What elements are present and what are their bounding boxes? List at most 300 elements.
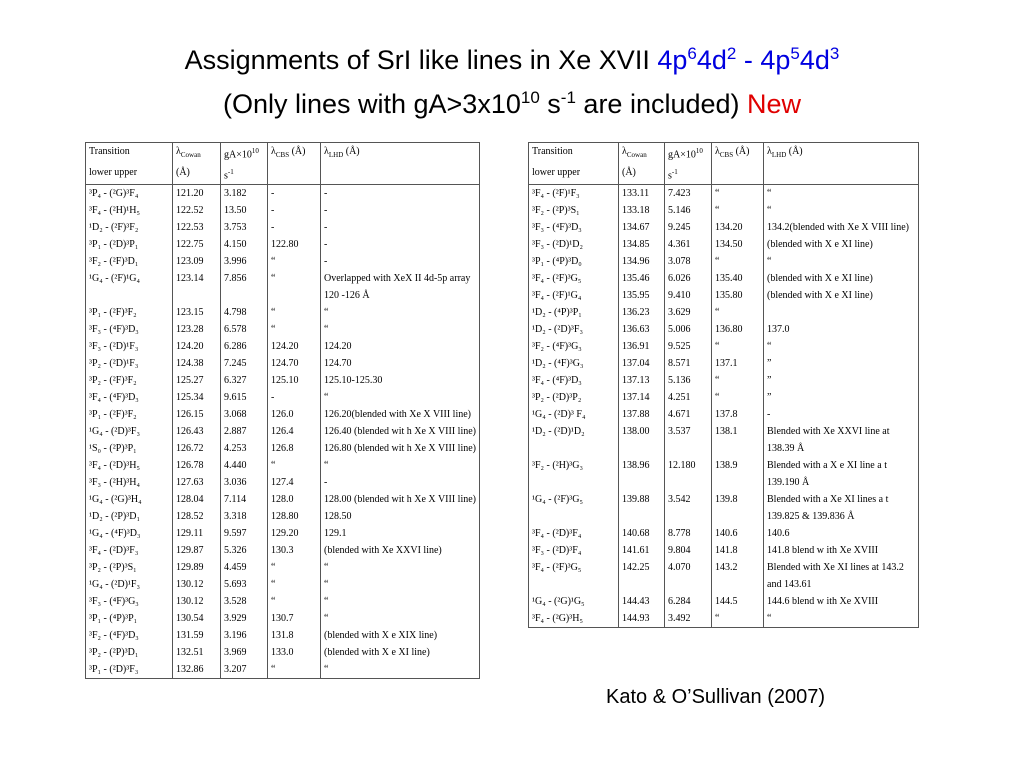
cell-transition: ³F₄ - (²H)¹H₅ — [86, 202, 173, 219]
cell-transition: ³P₂ - (²F)³F₂ — [86, 372, 173, 389]
table-row — [86, 423, 480, 440]
cell-lambda-lhd: ” — [764, 389, 919, 406]
table-header-row — [86, 164, 480, 185]
cell-lambda-cbs: - — [268, 185, 321, 203]
cell-ga: 6.026 — [665, 270, 712, 287]
header-transition: Transition — [529, 143, 619, 165]
table-row — [529, 253, 919, 270]
cell-transition: ³F₄ - (²D)³F₄ — [529, 525, 619, 542]
cell-transition: ¹G₄ - (⁴F)³D₃ — [86, 525, 173, 542]
table-row — [529, 355, 919, 372]
cell-transition: ³P₁ - (²D)³P₁ — [86, 236, 173, 253]
cell-ga: 13.50 — [221, 202, 268, 219]
cell-transition: ¹D₂ - (⁴F)³G₃ — [529, 355, 619, 372]
cell-ga: 4.798 — [221, 304, 268, 321]
cell-lambda-lhd: “ — [764, 185, 919, 203]
table-row — [529, 304, 919, 321]
table-row — [86, 389, 480, 406]
cell-lambda-cbs: “ — [712, 338, 764, 355]
cell-lambda-cowan: 125.34 — [173, 389, 221, 406]
cell-ga: 3.629 — [665, 304, 712, 321]
cell-lambda-cbs: 133.0 — [268, 644, 321, 661]
header-lambda-lhd: $\lambda_{LHD}$ (Å) — [321, 143, 480, 165]
table-row — [529, 270, 919, 287]
cell-lambda-cbs: 126.8 — [268, 440, 321, 457]
cell-transition: ³F₃ - (⁴F)³G₃ — [86, 593, 173, 610]
cell-ga: 3.068 — [221, 406, 268, 423]
cell-lambda-cowan: 137.13 — [619, 372, 665, 389]
cell-lambda-lhd: “ — [764, 610, 919, 628]
cell-lambda-cbs: 130.7 — [268, 610, 321, 627]
cell-lambda-lhd: Overlapped with XeX II 4d-5p array 120 -126 Å — [321, 270, 480, 304]
cell-lambda-cowan: 131.59 — [173, 627, 221, 644]
table-row — [529, 389, 919, 406]
cell-lambda-cbs: 125.10 — [268, 372, 321, 389]
cell-ga: 3.182 — [221, 185, 268, 203]
table-row — [86, 253, 480, 270]
cell-transition: ¹G₄ - (²G)³H₄ — [86, 491, 173, 508]
cell-ga: 3.929 — [221, 610, 268, 627]
cell-transition: ³P₂ - (²D)¹F₃ — [86, 355, 173, 372]
cell-transition: ³F₄ - (²F)¹F₃ — [529, 185, 619, 203]
cell-lambda-lhd: “ — [321, 593, 480, 610]
table-row — [529, 287, 919, 304]
table-row — [86, 542, 480, 559]
cell-lambda-cowan: 123.09 — [173, 253, 221, 270]
cell-lambda-cowan: 140.68 — [619, 525, 665, 542]
cell-lambda-cowan: 123.15 — [173, 304, 221, 321]
cell-lambda-cbs: “ — [712, 389, 764, 406]
cell-ga: 4.070 — [665, 559, 712, 593]
table-row — [529, 372, 919, 389]
cell-lambda-cbs: “ — [268, 304, 321, 321]
cell-lambda-cbs: 141.8 — [712, 542, 764, 559]
cell-lambda-cowan: 138.00 — [619, 423, 665, 457]
cell-lambda-cbs: “ — [712, 304, 764, 321]
cell-ga: 6.327 — [221, 372, 268, 389]
header-lambda-cbs: $\lambda_{CBS}$ (Å) — [268, 143, 321, 165]
cell-lambda-cbs: 134.50 — [712, 236, 764, 253]
cell-lambda-cowan: 133.11 — [619, 185, 665, 203]
cell-lambda-lhd: 125.10-125.30 — [321, 372, 480, 389]
cell-lambda-lhd: 124.70 — [321, 355, 480, 372]
cell-ga: 4.253 — [221, 440, 268, 457]
cell-ga: 6.284 — [665, 593, 712, 610]
cell-lambda-cowan: 136.63 — [619, 321, 665, 338]
header-empty — [764, 164, 919, 185]
header-empty — [321, 164, 480, 185]
cell-ga: 5.006 — [665, 321, 712, 338]
table-row — [529, 423, 919, 457]
cell-lambda-lhd: 134.2(blended with Xe X VIII line) — [764, 219, 919, 236]
cell-ga: 3.196 — [221, 627, 268, 644]
cell-lambda-lhd: 124.20 — [321, 338, 480, 355]
cell-lambda-cowan: 134.67 — [619, 219, 665, 236]
cell-lambda-cowan: 126.72 — [173, 440, 221, 457]
cell-lambda-cbs: 128.80 — [268, 508, 321, 525]
cell-lambda-cowan: 134.85 — [619, 236, 665, 253]
cell-transition: ¹D₂ - (⁴P)³P₁ — [529, 304, 619, 321]
cell-transition: ³F₂ - (²H)³G₃ — [529, 457, 619, 491]
table-header-row — [529, 143, 919, 165]
header-ga-unit: $s^{-1}$ — [665, 164, 712, 185]
cell-ga: 7.423 — [665, 185, 712, 203]
cell-ga: 4.440 — [221, 457, 268, 474]
cell-lambda-cowan: 124.20 — [173, 338, 221, 355]
cell-lambda-cowan: 128.52 — [173, 508, 221, 525]
cell-ga: 9.245 — [665, 219, 712, 236]
cell-lambda-lhd: ” — [764, 372, 919, 389]
table-row — [86, 236, 480, 253]
cell-transition: ³P₁ - (⁴P)³P₁ — [86, 610, 173, 627]
cell-lambda-cowan: 132.51 — [173, 644, 221, 661]
cell-lambda-lhd: (blended with X e XI line) — [764, 236, 919, 253]
table-row — [529, 610, 919, 628]
header-lambda-cowan: $\lambda_{Cowan}$ — [619, 143, 665, 165]
cell-ga: 7.856 — [221, 270, 268, 304]
header-ga: $gA\times 10^{10}$ — [221, 143, 268, 165]
cell-lambda-lhd: 126.20(blended with Xe X VIII line) — [321, 406, 480, 423]
cell-lambda-cbs: “ — [268, 593, 321, 610]
cell-transition: ³F₂ - (⁴F)³D₃ — [86, 627, 173, 644]
cell-lambda-lhd: - — [321, 202, 480, 219]
cell-ga: 2.887 — [221, 423, 268, 440]
cell-transition: ³P₄ - (²G)³F₄ — [86, 185, 173, 203]
cell-lambda-cbs: 135.40 — [712, 270, 764, 287]
cell-lambda-cowan: 128.04 — [173, 491, 221, 508]
cell-lambda-cowan: 129.11 — [173, 525, 221, 542]
cell-lambda-cbs: 124.20 — [268, 338, 321, 355]
table-row — [529, 406, 919, 423]
cell-ga: 3.492 — [665, 610, 712, 628]
table-row — [529, 236, 919, 253]
header-empty — [268, 164, 321, 185]
cell-lambda-cowan: 144.43 — [619, 593, 665, 610]
cell-transition: ³F₄ - (²F)³G₅ — [529, 270, 619, 287]
cell-lambda-cowan: 137.88 — [619, 406, 665, 423]
slide-title-line1 — [0, 44, 1024, 76]
cell-transition: ³F₃ - (²D)¹D₂ — [529, 236, 619, 253]
table-row — [86, 270, 480, 304]
assignments-table-right — [528, 142, 919, 628]
header-unit: (Å) — [619, 164, 665, 185]
cell-lambda-cbs: 140.6 — [712, 525, 764, 542]
cell-ga: 6.286 — [221, 338, 268, 355]
cell-lambda-cbs: 130.3 — [268, 542, 321, 559]
cell-transition: ³F₄ - (⁴F)³D₃ — [529, 372, 619, 389]
table-row — [86, 304, 480, 321]
cell-lambda-cowan: 127.63 — [173, 474, 221, 491]
cell-transition: ³F₄ - (²D)³H₅ — [86, 457, 173, 474]
cell-lambda-cbs: 137.1 — [712, 355, 764, 372]
cell-ga: 3.537 — [665, 423, 712, 457]
cell-lambda-cbs: 126.0 — [268, 406, 321, 423]
cell-ga: 3.969 — [221, 644, 268, 661]
table-row — [86, 202, 480, 219]
cell-lambda-cowan: 142.25 — [619, 559, 665, 593]
cell-lambda-cbs: 128.0 — [268, 491, 321, 508]
cell-lambda-lhd: (blended with X e XI line) — [764, 287, 919, 304]
table-row — [86, 610, 480, 627]
cell-ga: 4.251 — [665, 389, 712, 406]
cell-ga: 9.804 — [665, 542, 712, 559]
cell-transition: ³F₃ - (⁴F)³D₃ — [529, 219, 619, 236]
cell-lambda-cbs: “ — [268, 457, 321, 474]
cell-lambda-cowan: 130.12 — [173, 576, 221, 593]
cell-lambda-cowan: 122.53 — [173, 219, 221, 236]
citation: Kato & O’Sullivan (2007) — [606, 686, 826, 708]
cell-lambda-cowan: 144.93 — [619, 610, 665, 628]
table-row — [86, 372, 480, 389]
cell-lambda-cbs: “ — [268, 661, 321, 679]
cell-ga: 7.245 — [221, 355, 268, 372]
table-row — [529, 525, 919, 542]
cell-ga: 9.597 — [221, 525, 268, 542]
cell-lambda-lhd: - — [321, 219, 480, 236]
cell-lambda-cowan: 133.18 — [619, 202, 665, 219]
header-empty — [712, 164, 764, 185]
cell-transition: ³F₄ - (²D)³F₃ — [86, 542, 173, 559]
table-row — [529, 338, 919, 355]
cell-lambda-lhd: 129.1 — [321, 525, 480, 542]
cell-lambda-cowan: 125.27 — [173, 372, 221, 389]
cell-transition: ¹G₄ - (²F)¹G₄ — [86, 270, 173, 304]
cell-ga: 3.078 — [665, 253, 712, 270]
cell-ga: 3.528 — [221, 593, 268, 610]
cell-ga: 12.180 — [665, 457, 712, 491]
cell-lambda-cowan: 136.23 — [619, 304, 665, 321]
slide-title-line2: (Only lines with $gA>3x10^{10}$ $s^{-1}$ are included) New — [222, 88, 802, 119]
cell-lambda-cowan: 122.52 — [173, 202, 221, 219]
cell-transition: ³F₄ - (⁴F)³D₃ — [86, 389, 173, 406]
cell-ga: 5.146 — [665, 202, 712, 219]
cell-transition: ³P₁ - (²F)³F₂ — [86, 304, 173, 321]
header-lower-upper: lower upper — [86, 164, 173, 185]
cell-ga: 4.150 — [221, 236, 268, 253]
header-lambda-cbs: $\lambda_{CBS}$ (Å) — [712, 143, 764, 165]
cell-lambda-lhd: Blended with Xe XXVI line at 138.39 Å — [764, 423, 919, 457]
table-row — [529, 202, 919, 219]
cell-lambda-cbs: “ — [712, 202, 764, 219]
cell-lambda-lhd: (blended with X e XIX line) — [321, 627, 480, 644]
cell-lambda-lhd: Blended with Xe XI lines at 143.2 and 143.61 — [764, 559, 919, 593]
table-header-row — [529, 164, 919, 185]
cell-lambda-lhd: “ — [764, 253, 919, 270]
cell-lambda-lhd: Blended with a Xe XI lines a t 139.825 & 139.836 Å — [764, 491, 919, 525]
table-row — [529, 559, 919, 593]
cell-lambda-lhd: “ — [321, 304, 480, 321]
cell-lambda-lhd: 140.6 — [764, 525, 919, 542]
cell-lambda-cowan: 132.86 — [173, 661, 221, 679]
cell-lambda-cowan: 139.88 — [619, 491, 665, 525]
cell-transition: ³F₄ - (²G)³H₅ — [529, 610, 619, 628]
cell-transition: ¹D₂ - (²F)³F₂ — [86, 219, 173, 236]
cell-transition: ³F₂ - (⁴F)³G₃ — [529, 338, 619, 355]
cell-lambda-cbs: 138.1 — [712, 423, 764, 457]
cell-lambda-lhd: ” — [764, 355, 919, 372]
table-row — [86, 406, 480, 423]
cell-ga: 9.525 — [665, 338, 712, 355]
table-row — [86, 491, 480, 508]
cell-transition: ¹G₄ - (²G)¹G₅ — [529, 593, 619, 610]
cell-ga: 9.410 — [665, 287, 712, 304]
header-lambda-cowan: $\lambda_{Cowan}$ — [173, 143, 221, 165]
cell-ga: 5.693 — [221, 576, 268, 593]
cell-transition: ³P₁ - (⁴P)³D₀ — [529, 253, 619, 270]
configuration-label: $4p^64d^2 - 4p^54d^3$ — [657, 44, 840, 75]
cell-ga: 6.578 — [221, 321, 268, 338]
cell-ga: 4.671 — [665, 406, 712, 423]
cell-lambda-cowan: 126.43 — [173, 423, 221, 440]
cell-lambda-lhd: “ — [321, 661, 480, 679]
cell-transition: ³F₃ - (²D)³F₄ — [529, 542, 619, 559]
cell-lambda-cbs: “ — [268, 253, 321, 270]
cell-transition: ¹S₀ - (²P)³P₁ — [86, 440, 173, 457]
cell-lambda-cbs: 129.20 — [268, 525, 321, 542]
cell-lambda-lhd: Blended with a X e XI line a t 139.190 Å — [764, 457, 919, 491]
cell-transition: ³P₁ - (²F)³F₂ — [86, 406, 173, 423]
title-text: Assignments of SrI like lines in Xe XVII — [184, 45, 658, 75]
table-row — [529, 321, 919, 338]
table-row — [86, 559, 480, 576]
cell-lambda-cowan: 134.96 — [619, 253, 665, 270]
cell-lambda-cbs: “ — [712, 253, 764, 270]
cell-transition: ¹D₂ - (²P)³D₁ — [86, 508, 173, 525]
cell-lambda-cbs: 135.80 — [712, 287, 764, 304]
cell-lambda-cbs: 144.5 — [712, 593, 764, 610]
table-row — [86, 457, 480, 474]
table-row — [86, 661, 480, 679]
table-row — [86, 185, 480, 203]
cell-lambda-cowan: 122.75 — [173, 236, 221, 253]
cell-transition: ³P₂ - (²P)³S₁ — [86, 559, 173, 576]
cell-transition: ³F₃ - (⁴F)³D₃ — [86, 321, 173, 338]
cell-lambda-cbs: “ — [268, 270, 321, 304]
header-transition: Transition — [86, 143, 173, 165]
table-row — [86, 440, 480, 457]
header-ga: $gA\times 10^{10}$ — [665, 143, 712, 165]
cell-ga: 7.114 — [221, 491, 268, 508]
cell-ga: 8.571 — [665, 355, 712, 372]
table-row — [529, 593, 919, 610]
cell-lambda-cbs: “ — [712, 372, 764, 389]
cell-lambda-cbs: “ — [268, 321, 321, 338]
cell-lambda-lhd: “ — [321, 321, 480, 338]
table-row — [86, 508, 480, 525]
cell-lambda-cbs: - — [268, 389, 321, 406]
cell-lambda-cowan: 136.91 — [619, 338, 665, 355]
cell-ga: 5.326 — [221, 542, 268, 559]
table-header-row — [86, 143, 480, 165]
cell-transition: ³F₄ - (²F)¹G₄ — [529, 287, 619, 304]
cell-lambda-cbs: 131.8 — [268, 627, 321, 644]
cell-ga: 5.136 — [665, 372, 712, 389]
cell-transition: ¹D₂ - (²D)³F₃ — [529, 321, 619, 338]
cell-lambda-cbs: - — [268, 219, 321, 236]
cell-lambda-cbs: - — [268, 202, 321, 219]
cell-lambda-cbs: 139.8 — [712, 491, 764, 525]
table-row — [529, 542, 919, 559]
cell-transition: ³P₂ - (²D)³P₂ — [529, 389, 619, 406]
cell-lambda-lhd: 128.00 (blended wit h Xe X VIII line) — [321, 491, 480, 508]
cell-transition: ¹G₄ - (²D)³F₃ — [86, 423, 173, 440]
table-row — [529, 219, 919, 236]
cell-lambda-lhd: “ — [321, 610, 480, 627]
cell-lambda-lhd: “ — [321, 389, 480, 406]
cell-lambda-cowan: 121.20 — [173, 185, 221, 203]
cell-lambda-cbs: 138.9 — [712, 457, 764, 491]
cell-ga: 9.615 — [221, 389, 268, 406]
cell-ga: 3.318 — [221, 508, 268, 525]
cell-lambda-lhd: 144.6 blend w ith Xe XVIII — [764, 593, 919, 610]
cell-transition: ³F₂ - (²F)³D₁ — [86, 253, 173, 270]
cell-lambda-cbs: “ — [712, 610, 764, 628]
cell-lambda-cowan: 124.38 — [173, 355, 221, 372]
cell-lambda-lhd: - — [321, 253, 480, 270]
cell-lambda-lhd: - — [764, 406, 919, 423]
header-ga-unit: $s^{-1}$ — [221, 164, 268, 185]
cell-lambda-lhd: “ — [321, 457, 480, 474]
cell-transition: ¹G₄ - (²D)¹F₃ — [86, 576, 173, 593]
cell-lambda-cbs: “ — [268, 576, 321, 593]
cell-lambda-cowan: 137.14 — [619, 389, 665, 406]
cell-transition: ¹G₄ - (²F)³G₅ — [529, 491, 619, 525]
cell-lambda-lhd: - — [321, 474, 480, 491]
cell-lambda-cowan: 135.95 — [619, 287, 665, 304]
cell-lambda-lhd: - — [321, 185, 480, 203]
cell-transition: ³F₂ - (²P)³S₁ — [529, 202, 619, 219]
cell-ga: 4.459 — [221, 559, 268, 576]
table-row — [86, 474, 480, 491]
assignments-table-left — [85, 142, 480, 679]
cell-lambda-cbs: 137.8 — [712, 406, 764, 423]
cell-lambda-lhd: (blended with Xe XXVI line) — [321, 542, 480, 559]
cell-transition: ³F₃ - (²D)¹F₃ — [86, 338, 173, 355]
cell-lambda-cowan: 130.12 — [173, 593, 221, 610]
cell-lambda-cowan: 138.96 — [619, 457, 665, 491]
cell-lambda-cbs: 127.4 — [268, 474, 321, 491]
table-row — [86, 627, 480, 644]
table-row — [86, 219, 480, 236]
cell-transition: ¹D₂ - (²D)¹D₂ — [529, 423, 619, 457]
cell-lambda-lhd: (blended with X e XI line) — [764, 270, 919, 287]
table-row — [86, 338, 480, 355]
cell-lambda-cbs: 124.70 — [268, 355, 321, 372]
cell-transition: ³F₃ - (²H)³H₄ — [86, 474, 173, 491]
cell-transition: ³P₁ - (²D)³F₃ — [86, 661, 173, 679]
new-tag: New — [747, 89, 802, 119]
cell-lambda-cbs: 126.4 — [268, 423, 321, 440]
cell-lambda-lhd: - — [321, 236, 480, 253]
table-row — [86, 355, 480, 372]
cell-ga: 3.753 — [221, 219, 268, 236]
cell-lambda-cbs: 143.2 — [712, 559, 764, 593]
cell-ga: 4.361 — [665, 236, 712, 253]
cell-lambda-cowan: 123.14 — [173, 270, 221, 304]
cell-lambda-lhd: 126.40 (blended wit h Xe X VIII line) — [321, 423, 480, 440]
cell-lambda-lhd — [764, 304, 919, 321]
table-row — [529, 457, 919, 491]
cell-lambda-lhd: “ — [764, 202, 919, 219]
table-row — [86, 593, 480, 610]
cell-transition: ³F₄ - (²F)³G₅ — [529, 559, 619, 593]
cell-lambda-cbs: 136.80 — [712, 321, 764, 338]
cell-lambda-cbs: “ — [268, 559, 321, 576]
table-row — [86, 321, 480, 338]
cell-ga: 3.996 — [221, 253, 268, 270]
cell-ga: 8.778 — [665, 525, 712, 542]
cell-lambda-cowan: 137.04 — [619, 355, 665, 372]
